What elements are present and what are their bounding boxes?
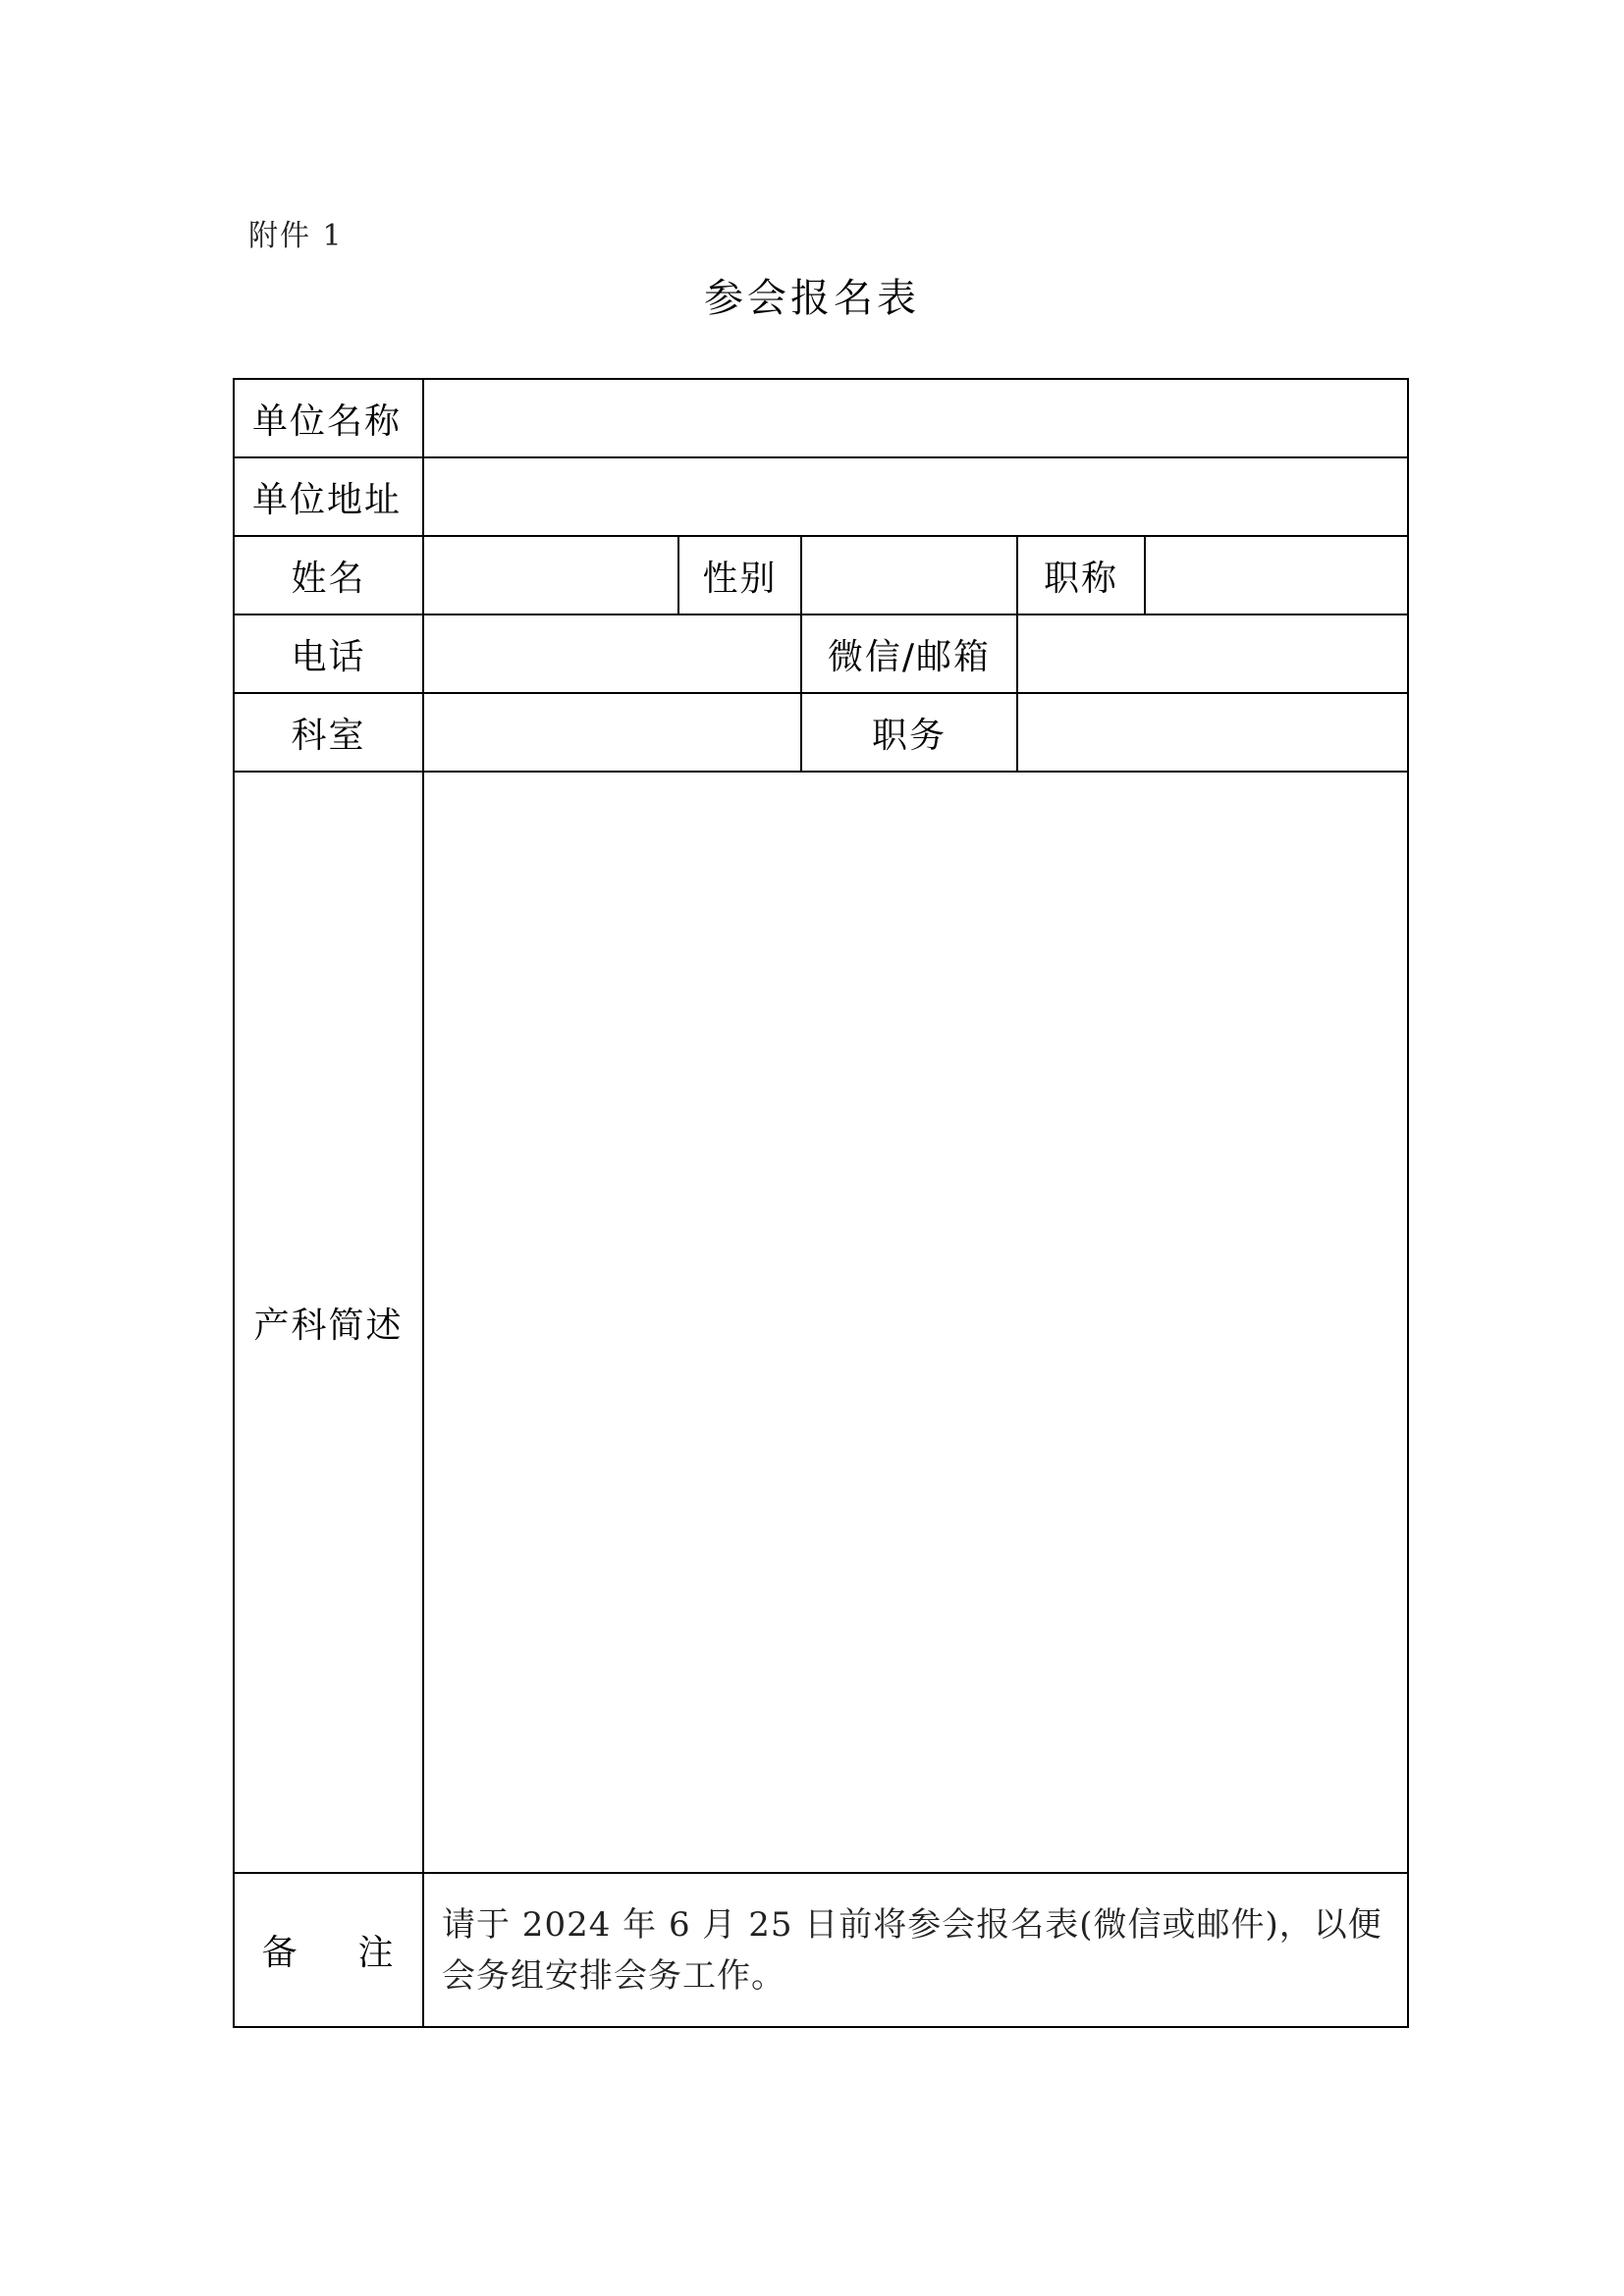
- phone-field[interactable]: [423, 614, 801, 693]
- row-org-address: [234, 457, 1408, 536]
- org-address-label: 单位地址: [234, 457, 423, 536]
- row-intro: [234, 772, 1408, 1873]
- notes-text: 请于 2024 年 6 月 25 日前将参会报名表(微信或邮件)，以便会务组安排会务工作。: [423, 1873, 1408, 2027]
- attachment-label: 附件 1: [248, 219, 344, 253]
- title-rank-field[interactable]: [1145, 536, 1408, 614]
- intro-label: 产科简述: [234, 772, 423, 1873]
- row-org-name: [234, 379, 1408, 457]
- position-field[interactable]: [1017, 693, 1408, 772]
- notes-label: [234, 1873, 423, 2027]
- notes-label-char-1: 备: [261, 1933, 299, 1973]
- row-notes: [234, 1873, 1408, 2027]
- intro-field[interactable]: [423, 772, 1408, 1873]
- name-label: 姓名: [234, 536, 423, 614]
- notes-label-char-2: 注: [357, 1933, 396, 1973]
- gender-label: 性别: [678, 536, 801, 614]
- phone-label: 电话: [234, 614, 423, 693]
- department-field[interactable]: [423, 693, 801, 772]
- registration-form-table: [233, 378, 1409, 2028]
- wechat-email-label: 微信/邮箱: [801, 614, 1017, 693]
- wechat-email-field[interactable]: [1017, 614, 1408, 693]
- org-name-field[interactable]: [423, 379, 1408, 457]
- position-label: 职务: [801, 693, 1017, 772]
- row-name-gender-title: [234, 536, 1408, 614]
- row-department-position: [234, 693, 1408, 772]
- page-title: 参会报名表: [704, 276, 920, 321]
- org-name-label: 单位名称: [234, 379, 423, 457]
- row-phone-email: [234, 614, 1408, 693]
- gender-field[interactable]: [801, 536, 1017, 614]
- department-label: 科室: [234, 693, 423, 772]
- title-rank-label: 职称: [1017, 536, 1145, 614]
- name-field[interactable]: [423, 536, 678, 614]
- org-address-field[interactable]: [423, 457, 1408, 536]
